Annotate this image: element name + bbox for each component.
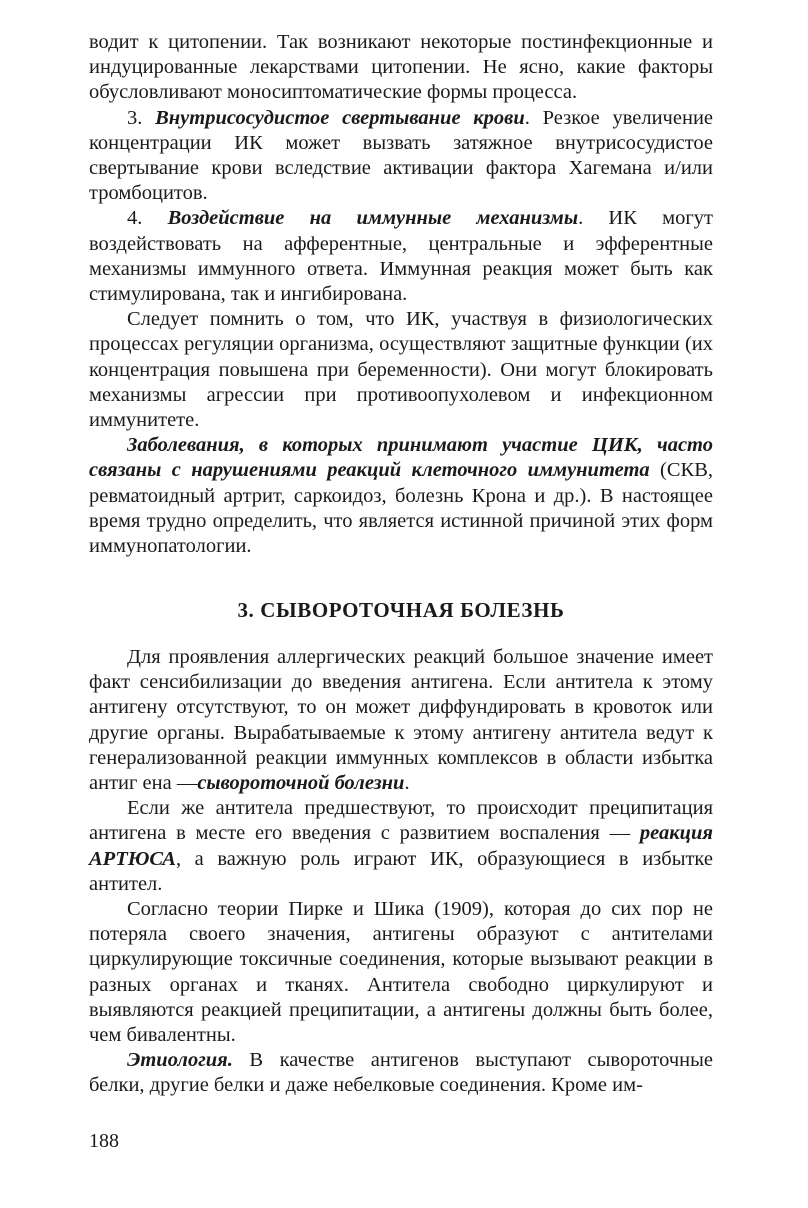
paragraph-text: Если же антитела предшествуют, то происходит преципитация антигена в месте его введения с развитием воспаления —: [89, 797, 713, 845]
paragraph-cytopenia: [89, 30, 713, 106]
paragraph-text: . Резкое увеличение концентрации ИК может вызвать затяжное внутрисосудистое свертывание крови вследствие активации фактора Хагемана и/или тромбоцитов.: [89, 106, 714, 205]
paragraph-diseases-cik: [89, 433, 713, 559]
paragraph-protective-functions: [89, 307, 713, 433]
bottom-text-block: [89, 645, 713, 1099]
paragraph-text: водит к цитопении. Так возникают некоторые постинфекционные и индуцированные лекарствами цитопении. Не ясно, какие факторы обусловливают моносиптоматические формы процесса.: [89, 31, 713, 104]
term-emphasis: Воздействие на иммунные механизмы: [167, 207, 579, 230]
paragraph-immune-mechanisms: [89, 206, 713, 307]
paragraph-text: Следует помнить о том, что ИК, участвуя в физиологических процессах регуляции организма, осуществляют защитные функции (их концентрация повышена при беременности). Они могут блокировать механизмы агрессии при противоопухолевом и инфекционном иммунитете.: [89, 308, 713, 432]
section-heading: 3. СЫВОРОТОЧНАЯ БОЛЕЗНЬ: [237, 598, 565, 622]
paragraph-text: . ИК могут воздействовать на афферентные, центральные и эфферентные механизмы иммунного ответа. Иммунная реакция может быть как стимулирована, так и ингибирована.: [89, 207, 713, 306]
top-text-block: [89, 30, 713, 559]
page-number: 188: [89, 1130, 119, 1152]
paragraph-coagulation: [89, 106, 713, 207]
paragraph-text: (СКВ, ревматоидный артрит, саркоидоз, болезнь Крона и др.). В настоящее время трудно определить, что является истинной причиной этих форм иммунопатологии.: [89, 459, 713, 558]
paragraph-text: .: [404, 772, 410, 795]
term-emphasis: сывороточной болезни: [197, 772, 405, 795]
paragraph-text: Согласно теории Пирке и Шика (1909), которая до сих пор не потеряла своего значения, антигены образуют с антителами циркулирующие токсичные соединения, которые вызывают реакции в разных органах и тканях. Антитела свободно циркулируют и выявляются реакцией преципитации, а антигены должны быть более, чем бивалентны.: [89, 898, 713, 1047]
paragraph-sensitization: [89, 645, 713, 796]
paragraph-text: В качестве антигенов выступают сывороточные белки, другие белки и даже небелковые соединения. Кроме им-: [89, 1049, 713, 1097]
paragraph-etiology: [89, 1048, 713, 1098]
term-emphasis: Заболевания, в которых принимают участие ЦИК, часто связаны с нарушениями реакций клеточного иммунитета: [89, 434, 713, 482]
term-emphasis: Этиология.: [127, 1049, 233, 1072]
item-number: 4.: [127, 207, 168, 230]
paragraph-text: Для проявления аллергических реакций большое значение имеет факт сенсибилизации до введения антигена. Если антитела к этому антигену отсутствуют, то он может диффундировать в кровоток или другие органы. Вырабатываемые к этому антигену антитела ведут к генерализованной реакции иммунных комплексов в области избытка антиг ена —: [89, 646, 713, 795]
term-emphasis: реакция АРТЮСА: [89, 822, 713, 870]
paragraph-pirquet-schick: [89, 897, 713, 1048]
paragraph-arthus: [89, 796, 713, 897]
term-emphasis: Внутрисосудистое свертывание крови: [155, 106, 525, 129]
paragraph-text: , а важную роль играют ИК, образующиеся в избытке антител.: [89, 847, 713, 895]
item-number: 3.: [127, 106, 156, 129]
